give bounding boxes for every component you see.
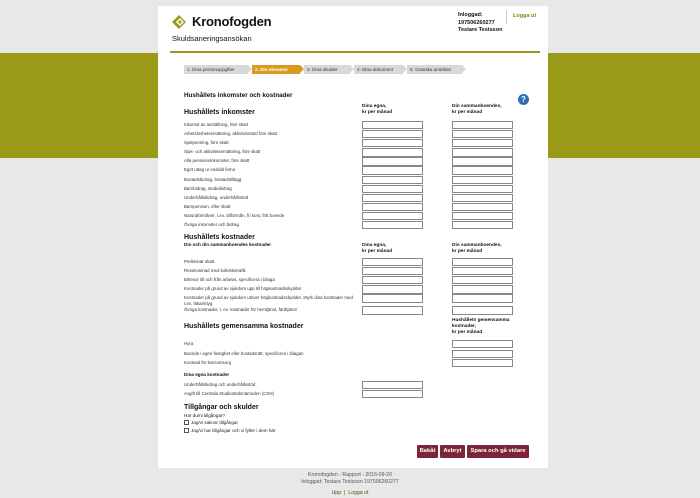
footer-links: [0, 490, 700, 496]
footer-separator: |: [342, 490, 349, 496]
col-own-line1: Dina egna,: [362, 243, 387, 248]
row-label: Boende i egen fastighet eller bostadsrätt, specificera i bilagan: [184, 351, 304, 356]
amount-input-own[interactable]: [362, 166, 423, 174]
amount-input-partner[interactable]: [452, 176, 513, 184]
step-personal-info[interactable]: 1. Dina personuppgifter: [184, 65, 248, 74]
back-button[interactable]: Bakåt: [417, 445, 438, 458]
app-title: Skuldsaneringsansökan: [172, 34, 252, 43]
header-divider-line: [170, 51, 540, 53]
costs-subheading: Din och din sammanboendes kostnader: [184, 242, 272, 247]
save-and-continue-button[interactable]: Spara och gå vidare: [467, 445, 529, 458]
no-assets-checkbox[interactable]: [184, 420, 189, 425]
amount-input-partner[interactable]: [452, 166, 513, 174]
step-documents[interactable]: 4. Dina dokument: [354, 65, 403, 74]
row-label: Övriga kostnader, t. ex. kostnader för hemtjänst, färdtjänst: [184, 307, 297, 313]
amount-input-own[interactable]: [452, 359, 513, 367]
amount-input-partner[interactable]: [452, 157, 513, 165]
main-page: [158, 6, 548, 468]
row-label: Kostnad för barnomsorg: [184, 360, 232, 366]
income-col-partner: [452, 104, 502, 116]
logout-link[interactable]: Logga ut: [513, 13, 537, 19]
row-label: Arbetslöshetsersättning, aktivitetsstöd före skatt: [184, 131, 277, 137]
no-assets-option[interactable]: [184, 420, 238, 425]
col-own-line1: Dina egna,: [362, 104, 387, 109]
row-label: Naturaförmåner, t.ex. bilförmån, fri kost, fritt boende: [184, 212, 285, 218]
amount-input-partner[interactable]: [452, 203, 513, 211]
row-label: Preliminär skatt: [184, 259, 215, 264]
footer-up-link[interactable]: Upp: [331, 490, 342, 496]
footer-line2: Inloggad: Testare Testsson 197506260277: [301, 479, 399, 485]
amount-input-own[interactable]: [362, 285, 423, 293]
user-name: Testare Testsson: [458, 27, 503, 33]
costs-heading: Hushållets kostnader: [184, 234, 255, 241]
row-label: Barnbidrag, studiebidrag: [184, 185, 232, 191]
income-col-own: [362, 104, 392, 116]
row-label: Avgift till Centrala Studiestödsnämnden (CSN): [184, 391, 274, 397]
amount-input-partner[interactable]: [452, 294, 513, 302]
user-label: Inloggad:: [458, 12, 483, 18]
amount-input-own[interactable]: [362, 221, 423, 229]
amount-input-partner[interactable]: [452, 130, 513, 138]
amount-input-partner[interactable]: [452, 306, 513, 314]
row-label: Underhållsbidrag och underhållsstöd: [184, 382, 256, 387]
row-label: Bilresor till och från arbetet, specificera i bilaga: [184, 277, 275, 283]
assets-heading: Tillgångar och skulder: [184, 404, 259, 411]
row-label: Resekostnad med kollektivtrafik: [184, 268, 246, 274]
col-common-line3: kr per månad: [452, 330, 483, 336]
amount-input-own[interactable]: [362, 212, 423, 220]
has-assets-checkbox[interactable]: [184, 428, 189, 433]
amount-input-own[interactable]: [362, 130, 423, 138]
row-label: Alla pensionsinkomster, före skatt: [184, 158, 250, 164]
col-common-line2: kostnader,: [452, 324, 476, 330]
no-assets-label: Jag/vi saknar tillgångar: [191, 420, 238, 425]
kronofogden-logo-icon: [172, 15, 189, 29]
has-assets-option[interactable]: [184, 428, 276, 433]
amount-input-own[interactable]: [362, 121, 423, 129]
income-heading: Hushållets inkomster: [184, 109, 255, 116]
amount-input-own[interactable]: [362, 390, 423, 398]
amount-input-own[interactable]: [452, 350, 513, 358]
progress-steps: [184, 65, 466, 74]
row-label: Hyra: [184, 341, 194, 346]
row-label: Eget uttag ur enskild firma: [184, 167, 236, 173]
row-label: Underhållsbidrag, underhållsstöd: [184, 194, 249, 200]
amount-input-partner[interactable]: [452, 212, 513, 220]
row-label: Kostnader på grund av sjukdom utöver högkostnadsskyddet. Styrk dina kostnader med t.ex. läkarintyg: [184, 295, 353, 306]
amount-input-own[interactable]: [362, 203, 423, 211]
amount-input-own[interactable]: [362, 258, 423, 266]
step-economy[interactable]: 2. Din ekonomi: [252, 65, 300, 74]
amount-input-own[interactable]: [362, 267, 423, 275]
amount-input-partner[interactable]: [452, 258, 513, 266]
amount-input-partner[interactable]: [452, 185, 513, 193]
row-label: Inkomst av anställning, före skatt: [184, 122, 248, 127]
common-col-partner: [452, 318, 510, 337]
cancel-button[interactable]: Avbryt: [440, 445, 465, 458]
col-own-line2: kr per månad: [362, 110, 393, 116]
col-own-line2: kr per månad: [362, 249, 393, 255]
amount-input-own[interactable]: [362, 381, 423, 389]
col-partner-line1: Din sammanboendes,: [452, 104, 502, 109]
row-label: Barnpension, efter skatt: [184, 203, 231, 209]
amount-input-own[interactable]: [362, 194, 423, 202]
page-title: Hushållets inkomster och kostnader: [184, 92, 293, 99]
row-label: Bostadsbidrag, bostadstillägg: [184, 176, 242, 182]
step-review[interactable]: 5. Granska ansökan: [407, 65, 462, 74]
amount-input-partner[interactable]: [452, 221, 513, 229]
costs-col-partner: [452, 243, 502, 255]
row-label: Sjuk- och aktivitetsersättning, före skatt: [184, 149, 261, 155]
common-costs-heading: Hushållets gemensamma kostnader: [184, 323, 304, 330]
amount-input-partner[interactable]: [452, 148, 513, 156]
amount-input-own[interactable]: [362, 176, 423, 184]
amount-input-own[interactable]: [362, 139, 423, 147]
own-costs-heading: Dina egna kostnader: [184, 372, 230, 377]
amount-input-partner[interactable]: [452, 121, 513, 129]
logo[interactable]: [172, 14, 271, 29]
footer-logout-link[interactable]: Logga ut: [348, 490, 369, 496]
costs-col-own: [362, 243, 392, 255]
has-assets-label: Jag/vi har tillgångar och vi fyller i dem här: [191, 428, 276, 433]
col-partner-line2: kr per månad: [452, 110, 483, 116]
amount-input-partner[interactable]: [452, 267, 513, 275]
row-label: Kostnader på grund av sjukdom upp till högkostnadsskyddet: [184, 286, 302, 292]
header-divider: [506, 10, 507, 24]
amount-input-partner[interactable]: [452, 194, 513, 202]
amount-input-partner[interactable]: [452, 139, 513, 147]
footer-line1: Kronofogden - Rapport - 2016-09-20: [308, 472, 392, 478]
row-label: Övriga inkomster och bidrag: [184, 222, 239, 228]
amount-input-own[interactable]: [362, 185, 423, 193]
assets-question: Har du/ni tillgångar?: [184, 413, 226, 418]
amount-input-own[interactable]: [362, 306, 423, 314]
amount-input-own[interactable]: [362, 157, 423, 165]
user-info: [458, 12, 502, 35]
amount-input-own[interactable]: [362, 294, 423, 302]
user-id: 197506260277: [458, 19, 495, 26]
amount-input-partner[interactable]: [452, 276, 513, 284]
amount-input-partner[interactable]: [452, 285, 513, 293]
row-label: Sjukpenning, före skatt: [184, 140, 229, 146]
logo-text: Kronofogden: [192, 14, 272, 29]
amount-input-own[interactable]: [362, 148, 423, 156]
col-partner-line1: Din sammanboendes,: [452, 243, 502, 248]
amount-input-own[interactable]: [452, 340, 513, 348]
step-debts[interactable]: 3. Dina skulder: [304, 65, 350, 74]
col-common-line1: Hushållets gemensamma: [452, 318, 510, 323]
help-icon[interactable]: ?: [518, 94, 529, 105]
amount-input-own[interactable]: [362, 276, 423, 284]
col-partner-line2: kr per månad: [452, 249, 483, 255]
